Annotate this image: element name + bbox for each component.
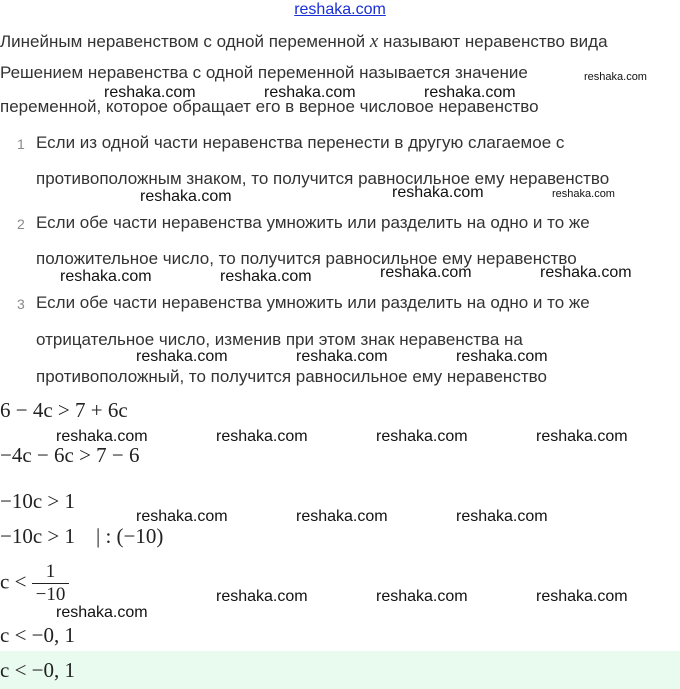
step-2-equation: −4c − 6c > 7 − 6: [0, 443, 140, 467]
step-3-equation: −10c > 1: [0, 489, 76, 513]
watermark: reshaka.com: [60, 268, 152, 285]
rule-3-line3: противоположный, то получится равносильное ему неравенство: [36, 367, 547, 386]
watermark: reshaka.com: [140, 188, 232, 205]
watermark: reshaka.com: [216, 588, 308, 605]
rule-1-number: 1: [17, 136, 25, 152]
watermark: reshaka.com: [456, 348, 548, 365]
watermark: reshaka.com: [552, 188, 615, 200]
definition-text-end: называют неравенство вида: [378, 32, 608, 51]
watermark: reshaka.com: [264, 84, 356, 101]
definition-solution-line1: Решением неравенства с одной переменной называется значение: [0, 63, 528, 82]
answer-equation: c < −0, 1: [0, 658, 76, 682]
watermark: reshaka.com: [376, 588, 468, 605]
watermark: reshaka.com: [536, 428, 628, 445]
watermark: reshaka.com: [296, 508, 388, 525]
rule-1-line1: Если из одной части неравенства перенести в другую слагаемое с: [36, 133, 565, 152]
rule-1-line2: противоположным знаком, то получится равносильное ему неравенство: [36, 169, 610, 188]
rule-3-number: 3: [17, 296, 25, 312]
step-5-equation: [0, 561, 69, 606]
rule-2-number: 2: [17, 216, 25, 232]
rule-3-line1: Если обе части неравенства умножить или разделить на одно и то же: [36, 293, 590, 312]
watermark: reshaka.com: [216, 428, 308, 445]
definition-solution-line2: переменной, которое обращает его в верное числовое неравенство: [0, 97, 539, 116]
watermark: reshaka.com: [380, 264, 472, 281]
step-6-equation: c < −0, 1: [0, 623, 76, 647]
watermark: reshaka.com: [456, 508, 548, 525]
watermark: reshaka.com: [540, 264, 632, 281]
watermark: reshaka.com: [220, 268, 312, 285]
definition-text-start: Линейным неравенством с одной переменной: [0, 32, 370, 51]
definition-linear-inequality: [0, 31, 608, 53]
step-5-fraction: [32, 561, 70, 606]
fraction-numerator: 1: [32, 561, 70, 584]
site-link[interactable]: reshaka.com: [294, 1, 386, 18]
rule-2-line1: Если обе части неравенства умножить или разделить на одно и то же: [36, 213, 590, 232]
watermark: reshaka.com: [376, 428, 468, 445]
watermark: reshaka.com: [56, 428, 148, 445]
step-4-equation: −10c > 1 | : (−10): [0, 524, 164, 548]
step-5-lhs: c <: [0, 569, 27, 594]
watermark: reshaka.com: [584, 71, 647, 83]
watermark: reshaka.com: [296, 348, 388, 365]
watermark: reshaka.com: [56, 604, 148, 621]
variable-x: x: [369, 31, 379, 52]
step-1-equation: 6 − 4c > 7 + 6c: [0, 398, 128, 422]
answer-box: [0, 651, 680, 689]
rule-3-line2: отрицательное число, изменив при этом знак неравенства на: [36, 330, 523, 349]
watermark: reshaka.com: [136, 348, 228, 365]
watermark: reshaka.com: [104, 84, 196, 101]
watermark: reshaka.com: [392, 184, 484, 201]
fraction-denominator: −10: [35, 584, 66, 605]
watermark: reshaka.com: [424, 84, 516, 101]
rule-2-line2: положительное число, то получится равносильное ему неравенство: [36, 249, 577, 268]
watermark: reshaka.com: [136, 508, 228, 525]
watermark: reshaka.com: [536, 588, 628, 605]
